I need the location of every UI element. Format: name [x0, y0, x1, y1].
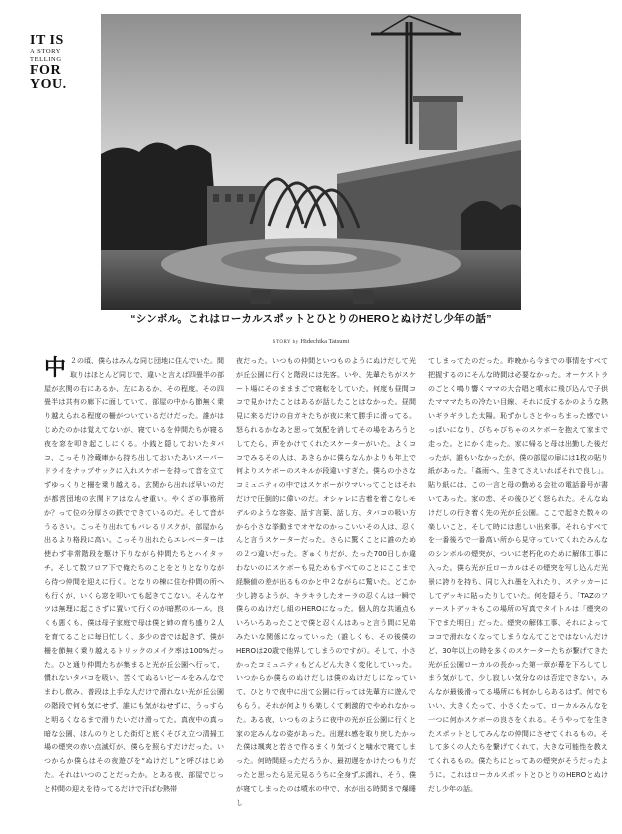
author-name: Hidechika Tatsumi — [300, 338, 350, 345]
column-3-text: てしまってたのだった。昨晩から今までの事情をすべて把握するのにそんな時間は必要なかった。オーケストラのごとく鳴り響くママの大合唱と噴水に飛び込んで子供たマママたちの冷たい目線、それに反するかのような熱いギラギラした太陽。恥ずかしさとやっちまった感でいっぱいになり、びちゃびちゃのスケボーを抱えて家まで走った。とにかく走った。家に帰ると母は出勤した後だったが、誰もいなかったが、僕の部屋の扉には1枚の貼り紙があった。「姦雨へ、生きてさえいればそれで良し」。貼り紙には、この一言と母の勤める会社の電話番号が書いてあった。家の恋、その後ひどく怒られた。そんなぬけだしの行き着く先の光が丘公園。ここで起きた数々の楽しいこと、そして時には悲しい出来事。それらすべてを一番後ろで一番高い所から見守っていてくれたみんなのシンボルの煙突が、ついに老朽化のために解体工事に入った。僕ら光が丘ローカルはその煙突を写し込んだ光景に誇りを持ち、同じ入れ墨を入れたり、ステッカーにしてデッキに貼ったりしていた。何を隠そう、「TAZのファーストデッキもこの場所の写真でタイトルは「煙突の下でまた明日」だった。煙突の解体工事、それによってココで滑れなくなってしまうなんてことではないんだけど、30年以上の時を多くのスケーターたちが繋げてきた光が丘公園ローカルの長かった第一章が幕を下ろしてしまう気がして、少し寂しい気分なのは否定できない。みんなが最後滑ってる場所にも何かしらあるはず。何でもいい、大きくたって、小さくたって、ローカルみんなを一つに何かスケボーの良さをくれる。そうやってを生きたスポットとしてみんなの仲間にさせてくれるもの。そして多くの人たちを繋げてくれて、大きな可能性を教えてくれるもの。僕たちにとってあの煙突がそうだったように。これはローカルスポットとひとりのHEROとぬけだし少年の話。 — [428, 357, 608, 793]
masthead-line-3: TELLING — [30, 55, 62, 63]
article-body — [44, 355, 608, 825]
park-chimney-photo — [101, 14, 521, 310]
masthead-line-4: FOR — [30, 63, 62, 78]
drop-cap: 中 — [44, 356, 67, 381]
masthead-line-1: IT IS — [30, 33, 64, 48]
article-photo — [101, 14, 521, 310]
column-2-text: 夜だった。いつもの仲間といつものようにぬけだして光が丘公園に行くと階段には先客。いや、先輩たちがスケート場にそのまままごで寝転をしていた。何度も昼間ココで見かけたことはあるが話したことはなかった。昼間見に来るだけの自ガキたちが夜に来て勝手に滑ってる。怒られるかなあと思って気配を消してその場をあろうとしてたら、声をかけてくれたスケーターがいた。よくココでみるその人は、あきらかに僕らなんかよりも年上で何よりスケボーのスキルが段違いすぎた。僕らの小さなコミュニティの中ではスケボーがウマいってことはそれだけで圧倒的に偉いのだ。オシャレに古着を着こなしモデルのような容姿、話す言葉、話し方、タバコの吸い方から小さな挙動までオヤなのかっこいいその人は、忍くんと言うスケーターだった。さらに驚くことに誰のための２つ違いだった。ぎゅくりだが、たった700日しか違わないのにスケボーも見ためもすべてのことにここまで経験値の差が出るものかと中２ながらに驚いた。どこか少し誇るようが、キラキラしたオーラの忍くんは一瞬で僕らのぬけだし組のHEROになった。個人的な共通点もいろいろあったことで僕と忍くんはあっと言う間に兄弟みたいな関係になっていった（誰しくも、その後僕のHEROは20歳で他界してしまうのですが）。そして、小さかったコミュニティもどんどん大きく変化していった。いつからか僕らのぬけだしは僕のぬけだしになっていて、ひとりで夜中に出て公園に行っては先輩方に遊んでもらう。それが何よりも楽しくて刺激的でやめれなかった。ある夜、いつものように夜中の光が丘公園に行くと家の定みんなの姿があった。出遅れ感を取り戻したかった僕は颯爽と若さで作るまくり気づくと噛水で寝てしまった。何時間経っただろうか、最初遅をかけたつもりだったと思ったら足元見るうちに全身ずぶ濡れ、そう、僕が寝てしまったのは噴水の中で、水が出る時間まで爆睡し — [236, 357, 416, 807]
magazine-masthead — [30, 34, 100, 92]
article-byline — [0, 338, 622, 345]
body-column-2 — [236, 355, 416, 825]
byline-label: STORY by — [272, 340, 299, 345]
masthead-line-2: A STORY — [30, 48, 61, 55]
body-column-3 — [428, 355, 608, 825]
article-title: “シンボル。これはローカルスポットとひとりのHEROとぬけだし少年の話” — [130, 313, 492, 325]
masthead-line-5: YOU. — [30, 77, 67, 92]
column-1-text: ２の頃、僕らはみんな同じ団地に住んでいた。間取りはほとんど同じで、違いと言えば四畳半の部屋が玄関の右にあるか、左にあるか、その程度。その四畳半は共有の廊下に面していて、部屋の中から節無く乗り越えられる程度の柵がついているだけだった。誰がはじめたのかは覚えてないが、寝ているを仲間たちが寝る夜を窓を叩き起こしにくる。小銭と隠しておいたタバコ、こっそり冷蔵庫から持ち出しておいたあいスーパードライをナップサックに入れスケボーを持って音を立てずゆっくりと柵を乗り越える。玄関から出れば早いのだが都営団地の玄関ドアはなんせ重い。やくざの事務所か？って位の分厚さの鉄でできているのだ。そして音がうるさい。こっそり出れてもバレるリスクが、部屋から出るより格段に高い。こっそり出れたらエレベーターは使わず非常階段を駆け下りながら仲間たちとハイタッチ。そして数フロア下で俺たちのことをとりとなりながら待つ仲間を迎えに行く。となりの棟に住む仲間の所へも行くが、いくら窓を叩いても起きてこない。そんなヤツは無理に起こさずに置いて行くのが暗黙のルール。良くも悪くも、僕は母子家庭で母は僕と姉の育ち盛り２人を育てることに毎日忙しく、多少の音では起きず、僕が柵を節無く乗り越えるトリックのメイク率は100%だった。ひと通り仲間たちが集まると光が丘公園へ行って、慣れないタバコを吸い、苦くてぬるいビールをみんなでまわし飲み、普段は上手な人だけで滑れない光が丘公園の階段で何も気にせず、誰にも気がねせずに、うっすらと明るくなるまで滑りたいだけ滑ってた。真夜中の真っ暗な公園、ほんのりとした街灯と底くそびえ立つ清掃工場の煙突の赤い点滅灯が、僕らを照らすだけだった。いつからか僕らはその夜遊びを“ぬけだし”と呼びはじめた。それはいつのことだったか。とある夜、部屋でじっと仲間の迎えを待ってるだけで汗ばむ熱帯 — [44, 357, 224, 793]
body-column-1 — [44, 355, 224, 825]
